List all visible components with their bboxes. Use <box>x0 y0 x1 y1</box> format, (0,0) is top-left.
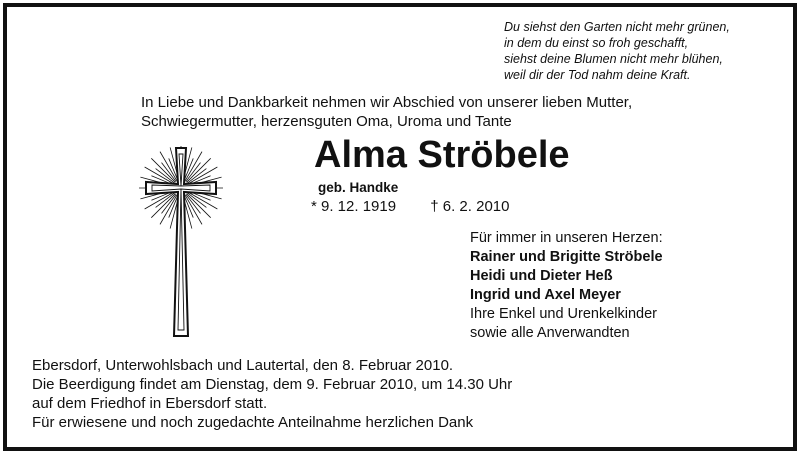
mourner-family: Heidi und Dieter Heß <box>470 268 613 284</box>
birth-name: geb. Handke <box>318 180 399 195</box>
poem-line: in dem du einst so froh geschafft, <box>504 36 689 50</box>
cross-ray <box>160 195 177 224</box>
death-date: † 6. 2. 2010 <box>430 198 510 215</box>
cross-ray <box>185 195 202 224</box>
mourner-relatives: Ihre Enkel und Urenkelkinder <box>470 306 657 322</box>
mourner-relatives: sowie alle Anverwandten <box>470 325 630 341</box>
closing-line: Ebersdorf, Unterwohlsbach und Lautertal, den 8. Februar 2010. <box>32 357 454 374</box>
mourner-family: Ingrid und Axel Meyer <box>470 287 621 303</box>
closing-line: Für erwiesene und noch zugedachte Anteilnahme herzlichen Dank <box>32 414 474 431</box>
cross-ray <box>151 158 175 182</box>
intro-line: Schwiegermutter, herzensguten Oma, Uroma und Tante <box>141 113 512 130</box>
mourners-heading: Für immer in unseren Herzen: <box>470 230 663 246</box>
cross-ray <box>160 152 177 181</box>
life-dates <box>311 198 509 216</box>
poem-line: Du siehst den Garten nicht mehr grünen, <box>504 20 730 34</box>
closing-text <box>32 356 512 432</box>
cross-ray <box>187 194 211 218</box>
deceased-name: Alma Ströbele <box>314 134 570 176</box>
intro-line: In Liebe und Dankbarkeit nehmen wir Abschied von unserer lieben Mutter, <box>141 94 633 111</box>
cross-ray <box>151 194 175 218</box>
mourners-list <box>470 229 663 343</box>
radiant-cross-icon <box>138 140 224 340</box>
birth-date: * 9. 12. 1919 <box>311 198 397 215</box>
closing-line: auf dem Friedhof in Ebersdorf statt. <box>32 395 268 412</box>
mourner-family: Rainer und Brigitte Ströbele <box>470 249 663 265</box>
poem-line: siehst deine Blumen nicht mehr blühen, <box>504 52 723 66</box>
memorial-poem <box>504 19 784 83</box>
cross-ray <box>187 158 211 182</box>
closing-line: Die Beerdigung findet am Dienstag, dem 9. Februar 2010, um 14.30 Uhr <box>32 376 513 393</box>
cross-shape <box>146 148 216 336</box>
intro-text <box>141 93 761 131</box>
cross-ray <box>185 152 202 181</box>
poem-line: weil dir der Tod nahm deine Kraft. <box>504 68 691 82</box>
